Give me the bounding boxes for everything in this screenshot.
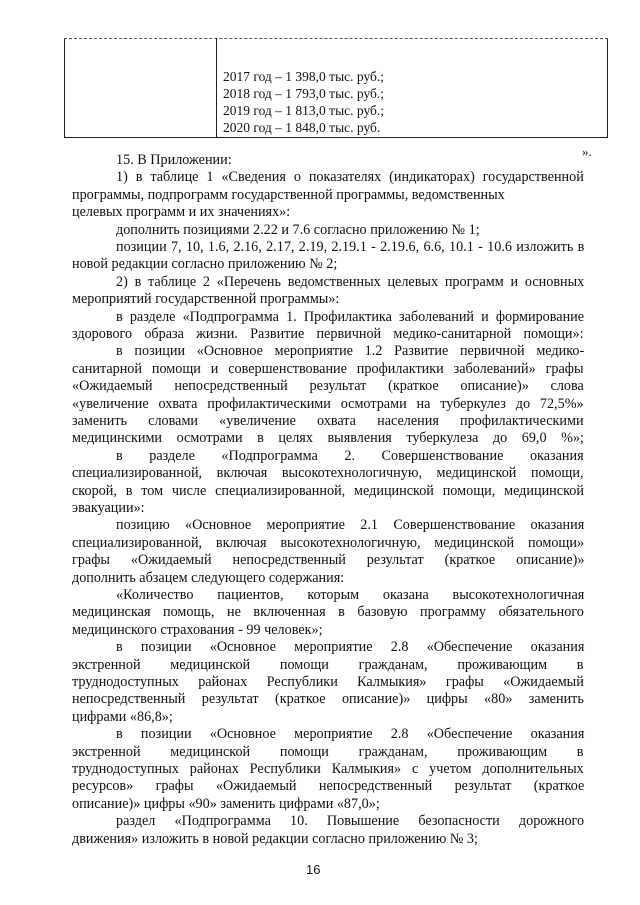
text-line: программы, подпрограмм государственной программы, ведомственных [72,186,505,203]
text-line: эвакуации»: [72,500,145,516]
text-line: медицинского страхования - 99 человек»; [72,621,323,638]
text-line: заменить словами «увеличение охвата населения профилактическими [72,413,584,429]
text-line: ресурсов» графы «Ожидаемый непосредственный результат (краткое [72,778,585,795]
funding-line-2018: 2018 год – 1 793,0 тыс. руб.; [223,86,385,101]
table-left-cell [65,38,217,137]
text-line: скорой, в том числе специализированной, медицинской помощи, медицинской [72,482,584,499]
text-line: «Количество пациентов, которым оказана высокотехнологичная [116,587,585,603]
text-line: целевых программ и их значениях»: [72,204,291,221]
text-line: в разделе «Подпрограмма 1. Профилактика заболеваний и формирование [116,308,585,325]
text-line: раздел «Подпрограмма 10. Повышение безопасности дорожного [116,813,585,830]
text-line: в разделе «Подпрограмма 2. Совершенствование оказания [116,447,584,464]
text-line: дополнить абзацем следующего содержания: [72,569,345,586]
funding-line-2017: 2017 год – 1 398,0 тыс. руб.; [223,69,385,84]
funding-line-2020: 2020 год – 1 848,0 тыс. руб. [223,120,381,135]
text-line: описание)» цифры «90» заменить цифрами «87,0»; [72,795,380,812]
text-line: дополнить позициями 2.22 и 7.6 согласно приложению № 1; [116,221,480,238]
text-line: в позиции «Основное мероприятие 1.2 Развитие первичной медико- [116,343,585,360]
continuation-table [64,38,608,138]
text-line: цифрами «86,8»; [72,708,173,725]
text-line: медицинскими осмотрами в целях выявления туберкулеза до 69,0 %»; [72,430,584,447]
text-line: труднодоступных районах Республики Калмыкия» с учетом дополнительных [72,761,584,777]
text-line: позиции 7, 10, 1.6, 2.16, 2.17, 2.19, 2.19.1 - 2.19.6, 6.6, 10.1 - 10.6 изложить в [116,239,585,255]
text-line: 2) в таблице 2 «Перечень ведомственных целевых программ и основных [116,273,585,290]
text-line: труднодоступных районах Республики Калмыкия» графы «Ожидаемый [72,674,584,690]
funding-line-2019: 2019 год – 1 813,0 тыс. руб.; [223,103,385,118]
text-line: новой редакции согласно приложению № 2; [72,256,338,273]
text-line: экстренной медицинской помощи гражданам, проживающим в [72,656,584,673]
text-line: графы «Ожидаемый непосредственный результат (краткое описание)» [72,552,585,569]
text-line: медицинская помощь, не включенная в базовую программу обязательного [72,604,584,621]
item-15-heading: 15. В Приложении: [116,152,232,168]
table-right-cell [223,68,384,136]
table-closing-quote: ». [582,144,592,159]
text-line: санитарной помощи и совершенствование профилактики заболеваний» графы [72,360,584,377]
text-line: специализированной, включая высокотехнологичную, медицинской помощи» [72,534,585,551]
text-line: в позиции «Основное мероприятие 2.8 «Обеспечение оказания [116,726,585,743]
text-line: «увеличение охвата профилактическими осмотрами на туберкулез до 72,5%» [72,395,584,412]
text-line: экстренной медицинской помощи гражданам, проживающим в [72,743,584,760]
text-line: «Ожидаемый непосредственный результат (краткое описание)» слова [72,378,584,395]
text-line: здорового образа жизни. Развитие первичной медико-санитарной помощи»: [72,326,584,342]
text-line: специализированной, включая высокотехнологичную, медицинской помощи, [72,465,584,482]
text-line: позицию «Основное мероприятие 2.1 Совершенствование оказания [116,517,585,534]
text-line: 1) в таблице 1 «Сведения о показателях (индикаторах) государственной [116,169,584,186]
text-line: в позиции «Основное мероприятие 2.8 «Обеспечение оказания [116,639,585,656]
text-line: движения» изложить в новой редакции согласно приложению № 3; [72,830,478,847]
text-line: непосредственный результат (краткое описание)» цифры «80» заменить [72,691,584,708]
text-line: мероприятий государственной программы»: [72,291,340,308]
page-number: 16 [306,862,321,877]
